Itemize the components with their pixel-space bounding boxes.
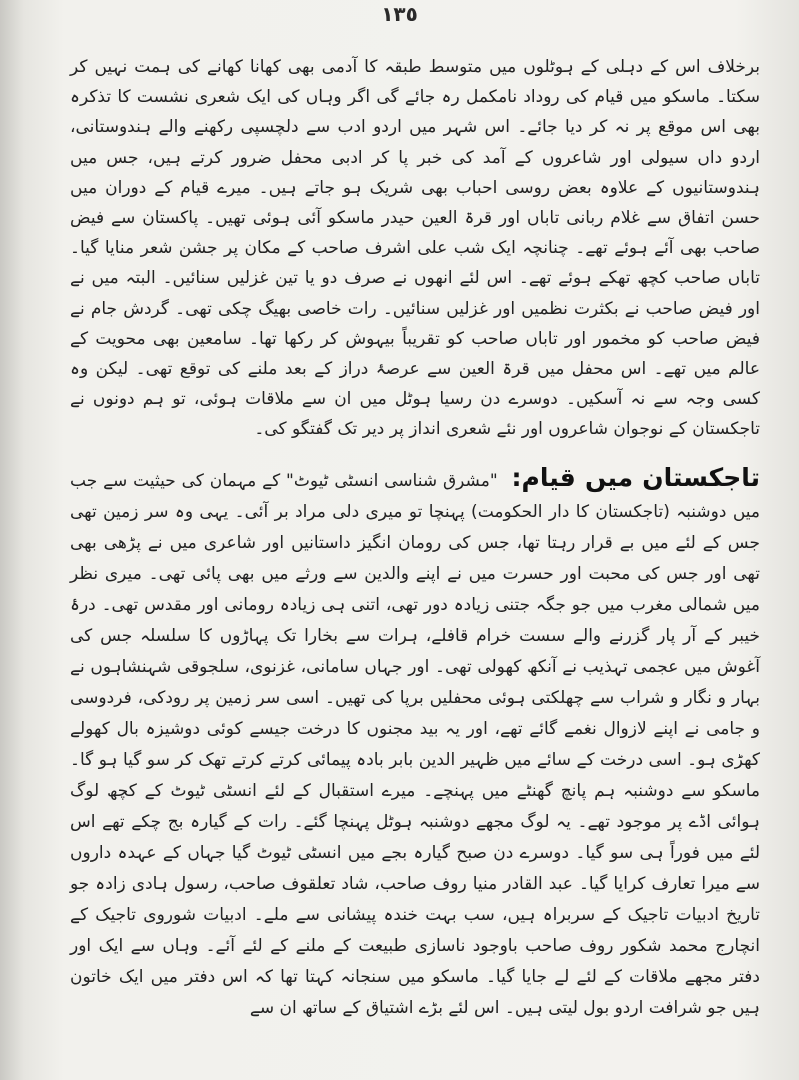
page-number: ١٣٥ xyxy=(381,2,418,26)
section-heading: تاجکستان میں قیام: xyxy=(511,463,761,492)
section-tajikistan xyxy=(70,462,760,1024)
paragraph-moscow-poetry-gathering: برخلاف اس کے دہلی کے ہوٹلوں میں متوسط طبقہ کا آدمی بھی کھانا کھانے کی ہمت نہیں کر سکتا۔ ماسکو میں قیام کی روداد نامکمل رہ جائے گی اگر وہاں کی ایک شعری نشست کا تذکرہ بھی اس موقع پر نہ کر دیا جائے۔ اس شہر میں اردو ادب سے دلچسپی رکھنے والے ہندوستانی، اردو داں سیولی اور شاعروں کے آمد کی خبر پا کر ادبی محفل ضرور کرتے ہیں، جس میں ہندوستانیوں کے علاوہ بعض روسی احباب بھی شریک ہو جاتے ہیں۔ میرے قیام کے دوران میں حسن اتفاق سے غلام ربانی تاباں اور قرۃ العین حیدر ماسکو آئی ہوئی تھیں۔ پاکستان سے فیض صاحب بھی آئے ہوئے تھے۔ چنانچہ ایک شب علی اشرف صاحب کے مکان پر جشن شعر منایا گیا۔ تاباں صاحب کچھ تھکے ہوئے تھے۔ اس لئے انھوں نے صرف دو یا تین غزلیں سنائیں۔ البتہ میں نے اور فیض صاحب نے بکثرت نظمیں اور غزلیں سنائیں۔ رات خاصی بھیگ چکی تھی۔ گردش جام نے فیض صاحب کو مخمور اور تاباں صاحب کو تقریباً بیہوش کر رکھا تھا۔ سامعین بھی محویت کے عالم میں تھے۔ اس محفل میں قرۃ العین سے عرصۂ دراز کے بعد ملنے کی توقع تھی۔ لیکن وہ کسی وجہ سے نہ آسکیں۔ دوسرے دن رسیا ہوٹل میں ان سے ملاقات ہوئی، تو ہم دونوں نے تاجکستان کے نوجوان شاعروں اور نئے شعری انداز پر دیر تک گفتگو کی۔ xyxy=(70,57,761,440)
section-body: "مشرق شناسی انسٹی ٹیوٹ" کے مہمان کی حیثیت سے جب میں دوشنبہ (تاجکستان کا دار الحکومت) پہنچا تو میری دلی مراد بر آئی۔ یہی وہ سر زمین تھی جس کے لئے میں بے قرار رہتا تھا، جس کی رومان انگیز داستانیں اور شاعری میں نے پڑھی بھی تھی اور جس کی محبت اور حسرت میں نے اپنے والدین سے ورثے میں بھی پائی تھی۔ میری نظر میں شمالی مغرب میں جو جگہ جتنی زیادہ دور تھی، اتنی ہی زیادہ رومانی اور مقدس تھی۔ درۂ خیبر کے آر پار گزرنے والے سست خرام قافلے، ہرات سے بخارا تک پہاڑوں کا سلسلہ جس کی آغوش میں عجمی تہذیب نے آنکھ کھولی تھی۔ اور جہاں سامانی، غزنوی، سلجوقی شہنشاہوں نے بہار و نگار و شراب سے چھلکتی ہوئی محفلیں برپا کی تھیں۔ اسی سر زمین پر رودکی، فردوسی و جامی نے اپنے لازوال نغمے گائے تھے، اور یہ بید مجنوں کا درخت جیسے کوئی دوشیزہ بال کھولے کھڑی ہو۔ اسی درخت کے سائے میں ظہیر الدین بابر بادہ پیمائی کرتے کرتے تھک کر سو گیا ہو گا۔ ماسکو سے دوشنبہ ہم پانچ گھنٹے میں پہنچے۔ میرے استقبال کے لئے انسٹی ٹیوٹ کے کچھ لوگ ہوائی اڈے پر موجود تھے۔ یہ لوگ مجھے دوشنبہ ہوٹل پہنچا گئے۔ رات کے گیارہ بج چکے تھے اس لئے میں فوراً ہی سو گیا۔ دوسرے دن صبح گیارہ بجے میں انسٹی ٹیوٹ گیا جہاں کے عہدہ داروں سے میرا تعارف کرایا گیا۔ عبد القادر منیا روف صاحب، شاد تعلقوف صاحب، رسول ہادی زادہ جو تاریخ ادبیات تاجیک کے سربراہ ہیں، سب بہت خندہ پیشانی سے ملے۔ ادبیات شوروی تاجیک کے انچارج محمد شکور روف صاحب باوجود ناسازی طبیعت کے ملنے کے لئے آئے۔ وہاں سے ایک اور دفتر مجھے ملاقات کے لئے لے جایا گیا۔ ماسکو میں سنجانہ کہتا تھا کہ اس دفتر میں ایک خاتون ہیں جو شرافت اردو بول لیتی ہیں۔ اس لئے بڑے اشتیاق کے ساتھ ان سے xyxy=(70,471,760,1018)
